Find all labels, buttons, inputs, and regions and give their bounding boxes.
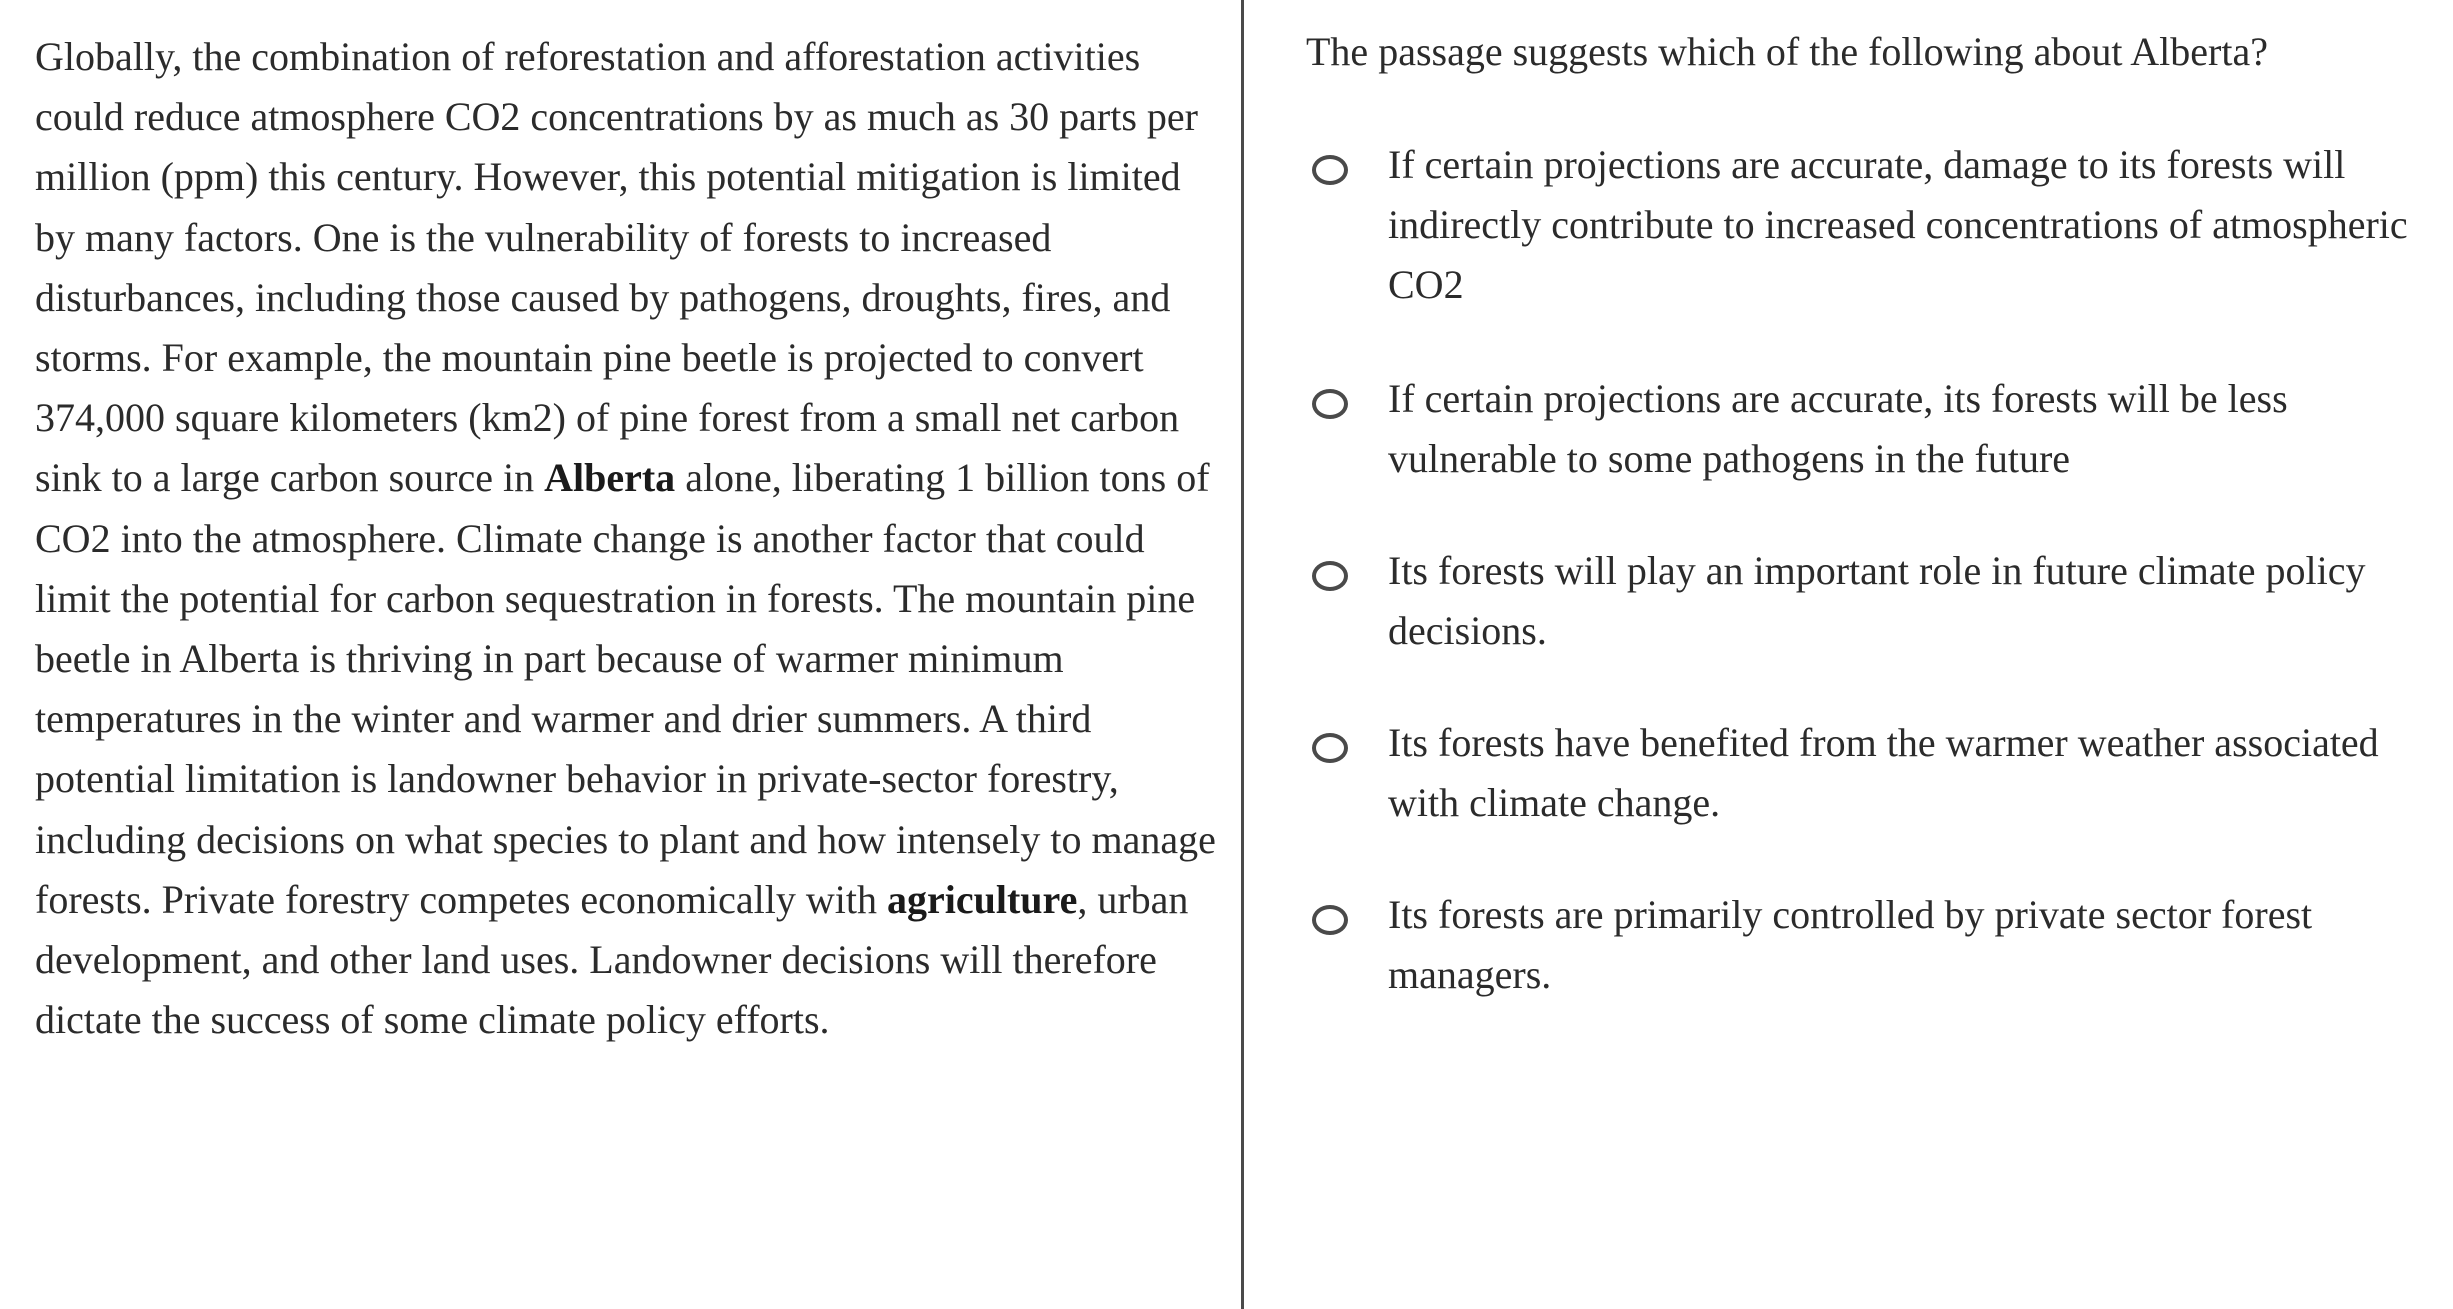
- radio-button-icon[interactable]: [1312, 155, 1348, 185]
- answer-choice-label: If certain projections are accurate, its forests will be less vulnerable to some pathogens in the future: [1388, 376, 2288, 481]
- passage-segment-1: Globally, the combination of reforestation and afforestation activities could reduce atmosphere CO2 concentrations by as much as 30 parts per million (ppm) this century. However, this potential mitigation is limited by many factors. One is the vulnerability of forests to increased disturbances, including those caused by pathogens, droughts, fires, and storms. For example, the mountain pine beetle is projected to convert 374,000 square kilometers (km2) of pine forest from a small net carbon sink to a large carbon source in: [35, 34, 1198, 501]
- question-pane: [1306, 0, 2426, 1309]
- radio-button-icon[interactable]: [1312, 733, 1348, 763]
- passage-segment-2: alone, liberating 1 billion tons of CO2 into the atmosphere. Climate change is another factor that could limit the potential for carbon sequestration in forests. The mountain pine beetle in Alberta is thriving in part because of warmer minimum temperatures in the winter and warmer and drier summers. A third potential limitation is landowner behavior in private-sector forestry, including decisions on what species to plant and how intensely to manage forests. Private forestry competes economically with: [35, 455, 1216, 922]
- answer-choice-label: If certain projections are accurate, damage to its forests will indirectly contribute to increased concentrations of atmospheric CO2: [1388, 142, 2408, 307]
- passage-segment-3: , urban development, and other land uses. Landowner decisions will therefore dictate the success of some climate policy efforts.: [35, 876, 1189, 1043]
- passage-highlight-alberta: Alberta: [544, 455, 676, 501]
- answer-choice-label: Its forests will play an important role in future climate policy decisions.: [1388, 548, 2366, 653]
- radio-button-icon[interactable]: [1312, 389, 1348, 419]
- radio-button-icon[interactable]: [1312, 905, 1348, 935]
- passage-highlight-agriculture: agriculture: [886, 876, 1078, 922]
- answer-choice-label: Its forests are primarily controlled by private sector forest managers.: [1388, 892, 2313, 997]
- answer-choice-label: Its forests have benefited from the warmer weather associated with climate change.: [1388, 720, 2379, 825]
- question-stem: The passage suggests which of the following about Alberta?: [1306, 29, 2268, 74]
- radio-button-icon[interactable]: [1312, 561, 1348, 591]
- passage-text: [35, 27, 1220, 1050]
- pane-divider[interactable]: [1241, 0, 1244, 1309]
